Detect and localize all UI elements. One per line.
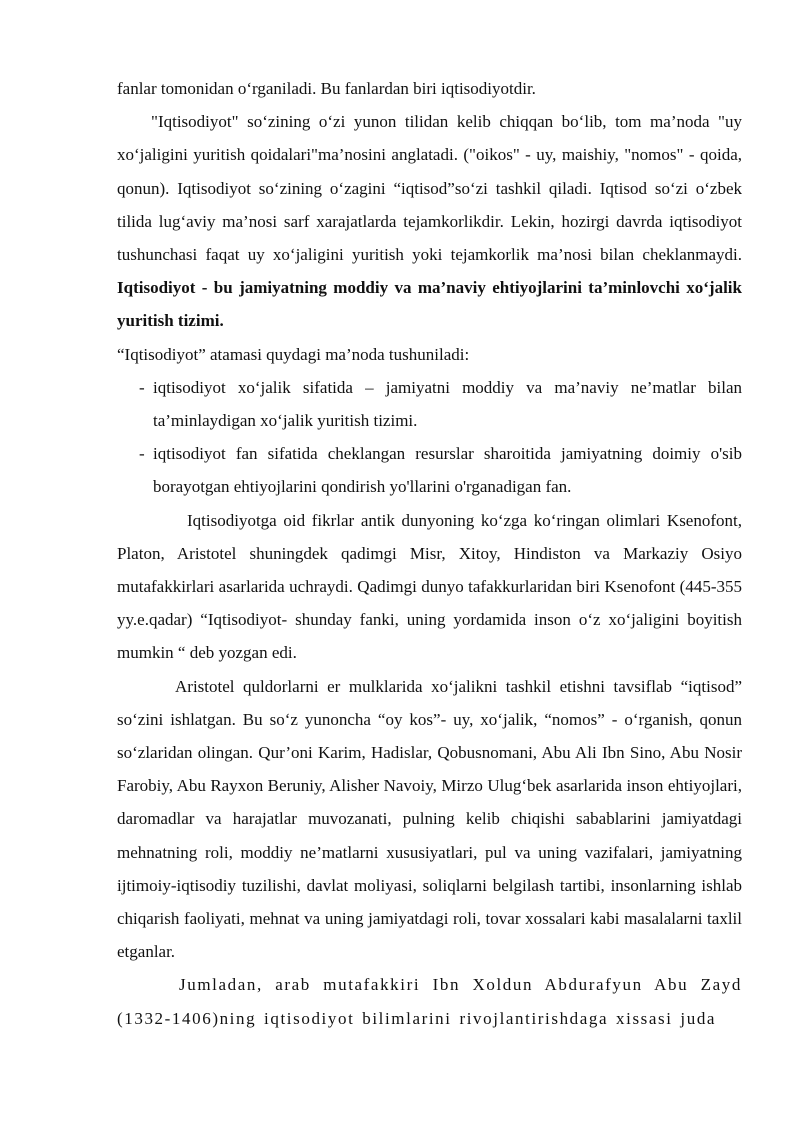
paragraph-1: fanlar tomonidan o‘rganiladi. Bu fanlardan biri iqtisodiyotdir. (117, 79, 536, 98)
list-marker: - (139, 444, 145, 464)
paragraph-3: “Iqtisodiyot” atamasi quydagi ma’noda tushuniladi: (117, 344, 470, 364)
definition-list (117, 371, 742, 504)
definition-bold: Iqtisodiyot - bu jamiyatning moddiy va ma’naviy ehtiyojlarini ta’minlovchi xo‘jalik yuritish tizimi. (117, 278, 742, 331)
paragraph-6: Jumladan, arab mutafakkiri Ibn Xoldun Abdurafyun Abu Zayd (1332-1406)ning iqtisodiyot bilimlarini rivojlantirishdaga xissasi juda (117, 975, 742, 1028)
list-item-text: iqtisodiyot xo‘jalik sifatida – jamiyatni moddiy va ma’naviy ne’matlar bilan ta’minlaydigan xo‘jalik yuritish tizimi. (153, 377, 742, 431)
paragraph-2 (117, 105, 742, 337)
list-item (117, 371, 742, 437)
list-marker: - (139, 377, 145, 397)
list-item-text: iqtisodiyot fan sifatida cheklangan resurslar sharoitida jamiyatning doimiy o'sib borayotgan ehtiyojlarini qondirish yo'llarini o'rganadigan fan. (153, 444, 742, 497)
paragraph-5: Aristotel quldorlarni er mulklarida xo‘jalikni tashkil etishni tavsiflab “iqtisod” so‘zini ishlatgan. Bu so‘z yunoncha “oy kos”- uy, xo‘jalik, “nomos” - o‘rganish, qonun so‘zlaridan olingan. Qur’oni Karim, Hadislar, Qobusnomani, Abu Ali Ibn Sino, Abu Nosir Farobiy, Abu Rayxon Beruniy, Alisher Navoiy, Mirzo Ulug‘bek asarlarida inson ehtiyojlari, daromadlar va harajatlar muvozanati, pulning kelib chiqishi sabablarini jamiyatdagi mehnatning roli, moddiy ne’matlarni xususiyatlari, pul va uning vazifalari, jamiyatning ijtimoiy-iqtisodiy tuzilishi, davlat moliyasi, soliqlarni belgilash tartibi, insonlarning ishlab chiqarish faoliyati, mehnat va uning jamiyatdagi roli, tovar xossalari kabi masalalarni taxlil etganlar. (117, 676, 742, 962)
paragraph-2-text: "Iqtisodiyot" so‘zining o‘zi yunon tilidan kelib chiqqan bo‘lib, tom ma’noda "uy xo‘jaligini yuritish qoidalari"ma’nosini anglatadi. ("oikos" - uy, maishiy, "nomos" - qoida, qonun). Iqtisodiyot so‘zining o‘zagini “iqtisod”so‘zi tashkil qiladi. Iqtisod so‘zi o‘zbek tilida lug‘aviy ma’nosi sarf xarajatlarda tejamkorlikdir. Lekin, hozirgi davrda iqtisodiyot tushunchasi faqat uy xo‘jaligini yuritish yoki tejamkorlik ma’nosi bilan cheklanmaydi. (117, 112, 742, 265)
list-item (117, 437, 742, 503)
paragraph-4: Iqtisodiyotga oid fikrlar antik dunyoning ko‘zga ko‘ringan olimlari Ksenofont, Platon, Aristotel shuningdek qadimgi Misr, Xitoy, Hindiston va Markaziy Osiyo mutafakkirlari asarlarida uchraydi. Qadimgi dunyo tafakkurlaridan biri Ksenofont (445-355 yy.e.qadar) “Iqtisodiyot- shunday fanki, uning yordamida inson o‘z xo‘jaligini boyitish mumkin “ deb yozgan edi. (117, 510, 742, 663)
